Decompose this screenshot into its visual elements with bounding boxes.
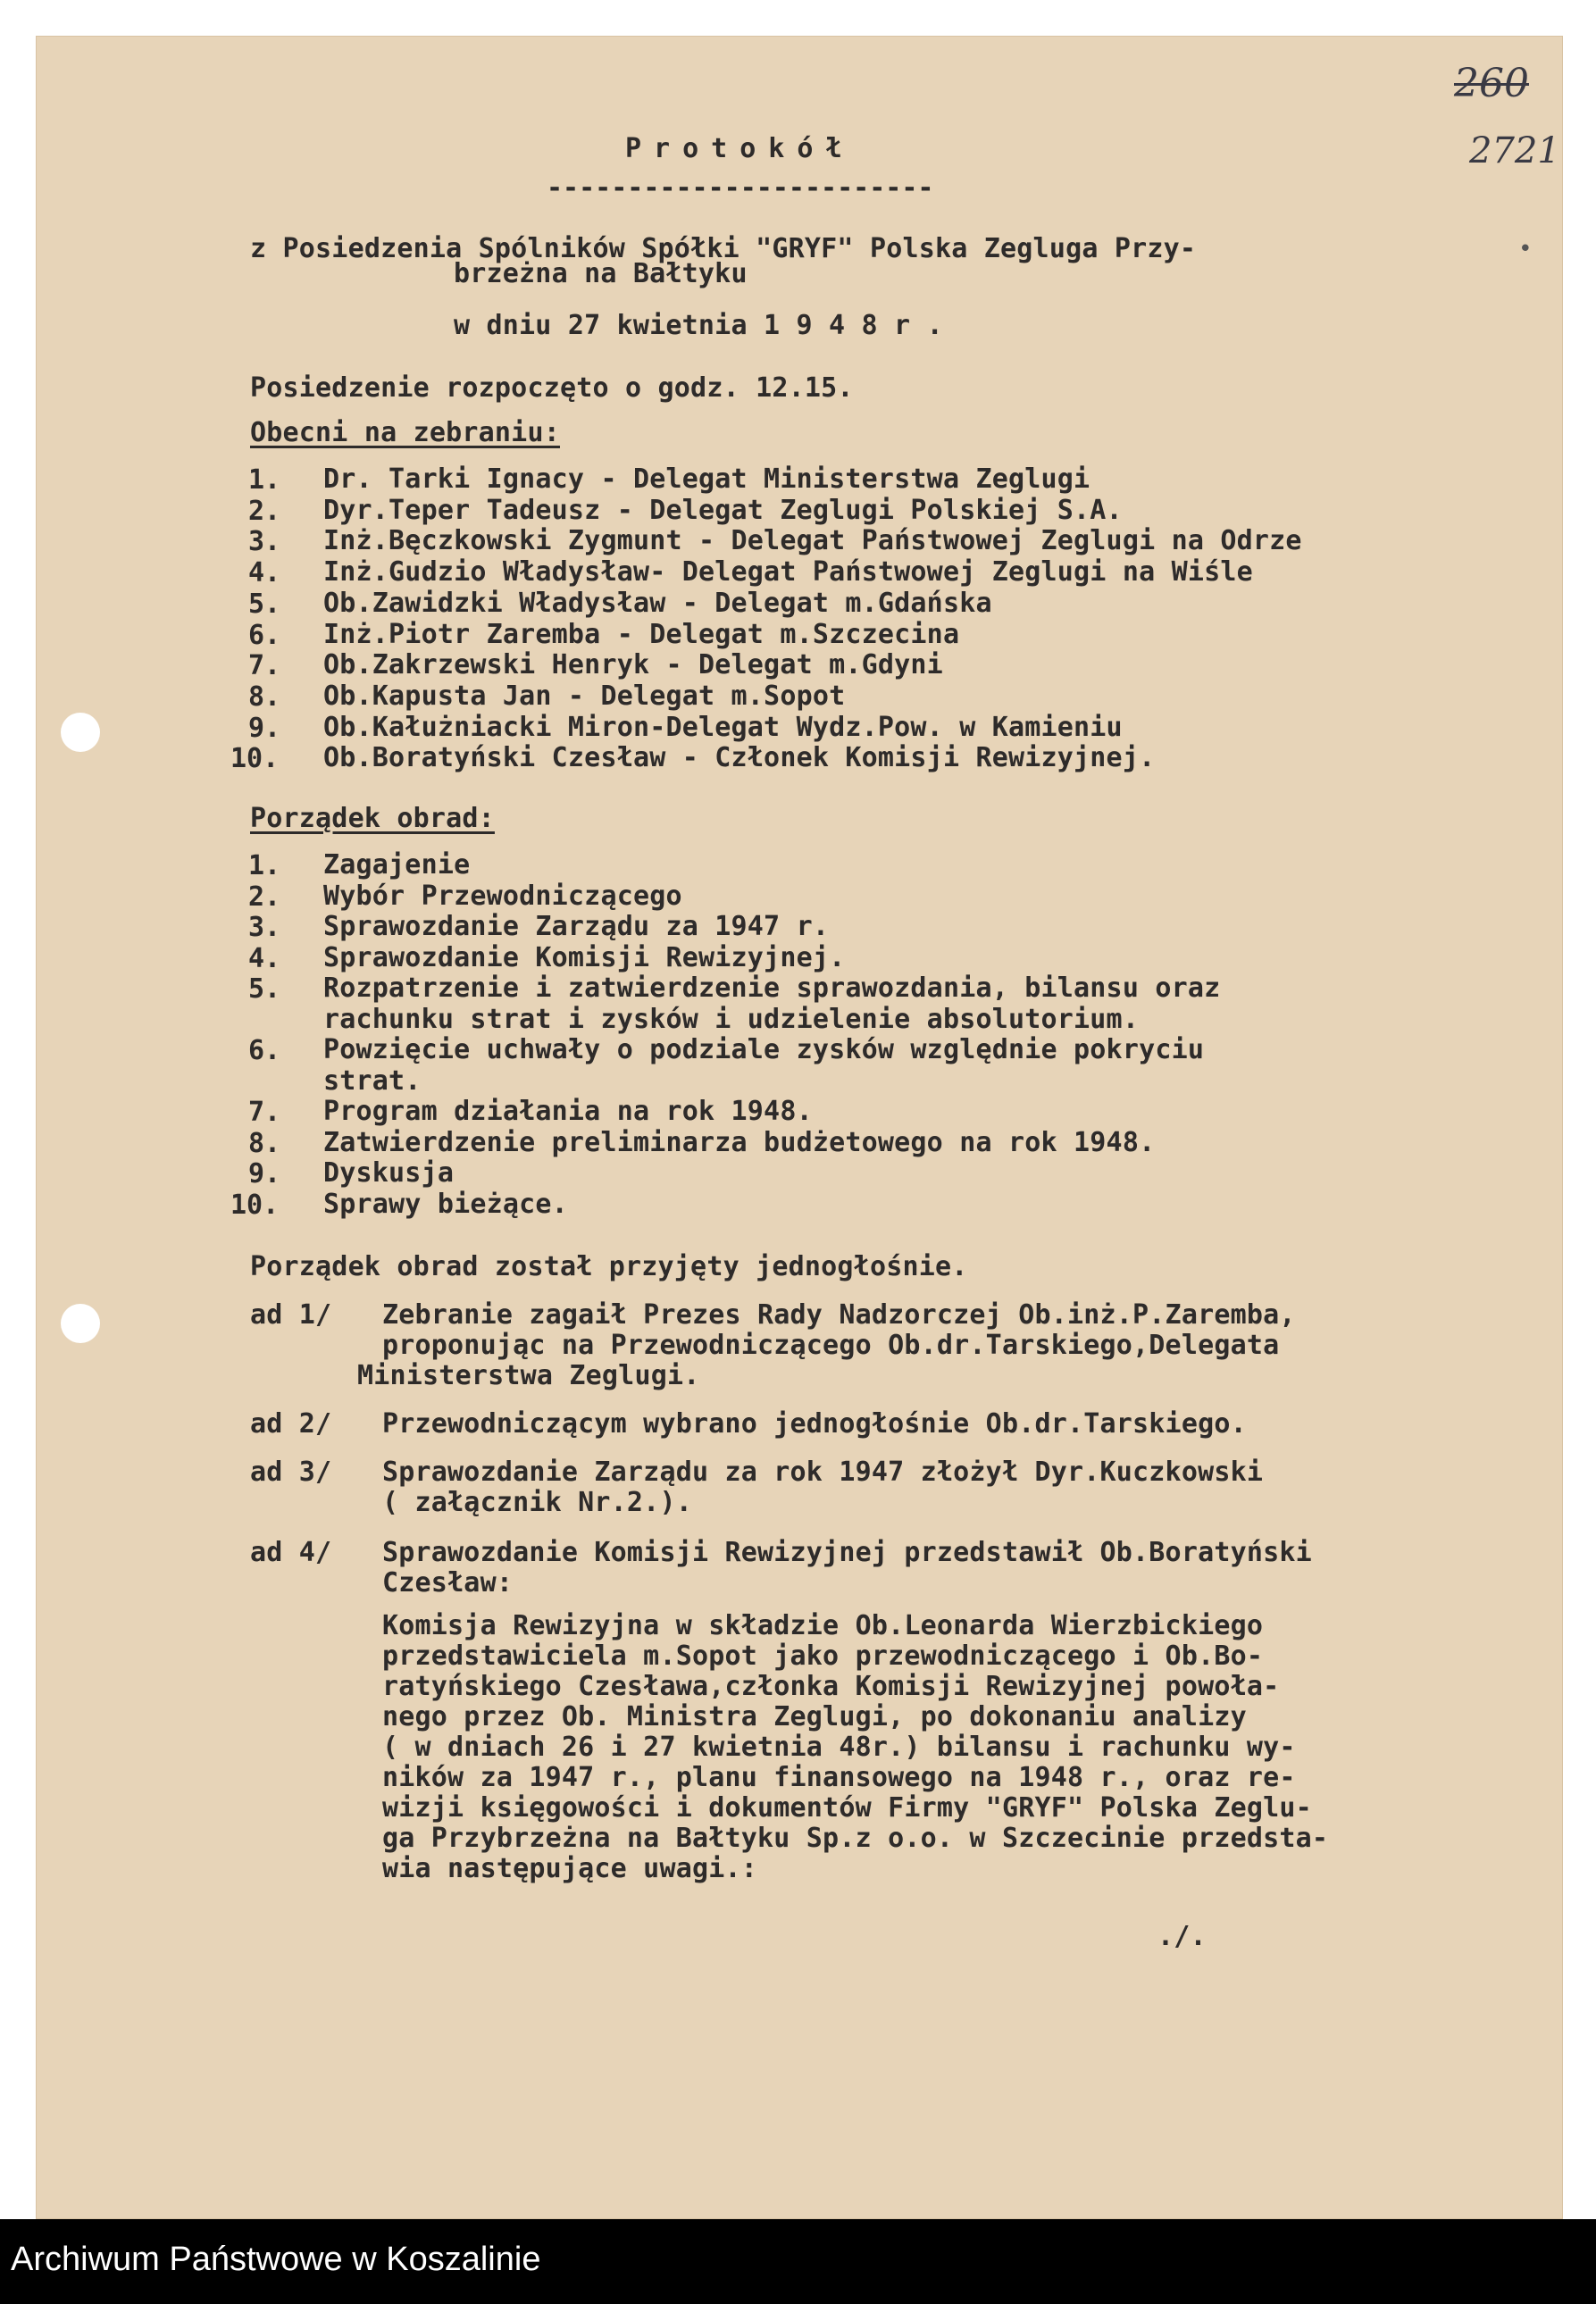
agenda-item-line: Sprawy bieżące. bbox=[323, 1188, 568, 1220]
ad3-line-2: ( załącznik Nr.2.). bbox=[382, 1487, 692, 1518]
agenda-number: 3. bbox=[248, 912, 281, 943]
punch-hole bbox=[61, 1304, 100, 1343]
ad1-line-2: proponując na Przewodniczącego Ob.dr.Tarskiego,Delegata bbox=[382, 1330, 1280, 1361]
agenda-accepted: Porządek obrad został przyjęty jednogłośnie. bbox=[250, 1251, 968, 1282]
ad2-label: ad 2/ bbox=[250, 1408, 332, 1440]
ad1-label: ad 1/ bbox=[250, 1299, 332, 1331]
attendee-entry: Inż.Gudzio Władysław- Delegat Państwowej Zeglugi na Wiśle bbox=[323, 556, 1253, 589]
agenda-item-line: Zagajenie bbox=[323, 849, 471, 881]
subtitle-line-1: z Posiedzenia Spólników Spółki "GRYF" Polska Zegluga Przy- bbox=[250, 233, 1197, 264]
attendee-entry: Ob.Boratyński Czesław - Członek Komisji Rewizyjnej. bbox=[323, 742, 1156, 774]
attendee-entry: Inż.Bęczkowski Zygmunt - Delegat Państwowej Zeglugi na Odrze bbox=[323, 525, 1302, 557]
commission-line: wizji księgowości i dokumentów Firmy "GRYF" Polska Zeglu- bbox=[382, 1792, 1312, 1824]
commission-line: ga Przybrzeżna na Bałtyku Sp.z o.o. w Szczecinie przedsta- bbox=[382, 1823, 1329, 1854]
ad3-line-1: Sprawozdanie Zarządu za rok 1947 złożył Dyr.Kuczkowski bbox=[382, 1457, 1264, 1488]
agenda-number: 2. bbox=[248, 881, 281, 913]
ad1-continuation: Ministerstwa Zeglugi. bbox=[357, 1360, 700, 1391]
ad3-label: ad 3/ bbox=[250, 1457, 332, 1488]
agenda-item-line: Sprawozdanie Zarządu za 1947 r. bbox=[323, 911, 830, 942]
attendee-entry: Dyr.Teper Tadeusz - Delegat Zeglugi Polskiej S.A. bbox=[323, 494, 1123, 526]
commission-line: wia następujące uwagi.: bbox=[382, 1853, 758, 1884]
attendee-number: 5. bbox=[248, 588, 281, 620]
attendee-entry: Ob.Kałużniacki Miron-Delegat Wydz.Pow. w Kamieniu bbox=[323, 711, 1123, 743]
attendee-number: 6. bbox=[248, 619, 281, 651]
attendee-number: 9. bbox=[248, 712, 281, 744]
commission-line: ( w dniach 26 i 27 kwietnia 48r.) bilansu i rachunku wy- bbox=[382, 1732, 1296, 1763]
commission-line: ników za 1947 r., planu finansowego na 1948 r., oraz re- bbox=[382, 1762, 1296, 1793]
agenda-number: 8. bbox=[248, 1127, 281, 1159]
attendees-heading: Obecni na zebraniu: bbox=[250, 417, 560, 448]
ad2-text: Przewodniczącym wybrano jednogłośnie Ob.dr.Tarskiego. bbox=[382, 1408, 1247, 1440]
agenda-item-line: rachunku strat i zysków i udzielenie absolutorium. bbox=[323, 1003, 1140, 1035]
attendee-entry: Ob.Zakrzewski Henryk - Delegat m.Gdyni bbox=[323, 649, 943, 681]
commission-line: Komisja Rewizyjna w składzie Ob.Leonarda Wierzbickiego bbox=[382, 1610, 1264, 1641]
agenda-heading: Porządek obrad: bbox=[250, 803, 495, 834]
agenda-item-line: Wybór Przewodniczącego bbox=[323, 880, 682, 912]
paper-mark: • bbox=[1518, 236, 1533, 263]
archive-name: Archiwum Państwowe w Koszalinie bbox=[11, 2241, 541, 2278]
attendee-number: 2. bbox=[248, 495, 281, 527]
commission-line: nego przez Ob. Ministra Zeglugi, po dokonaniu analizy bbox=[382, 1701, 1247, 1732]
attendee-number: 7. bbox=[248, 650, 281, 682]
attendee-entry: Ob.Zawidzki Władysław - Delegat m.Gdańska bbox=[323, 587, 992, 619]
title-rule: ------------------------ bbox=[547, 172, 934, 204]
meeting-date: w dniu 27 kwietnia 1 9 4 8 r . bbox=[454, 310, 943, 341]
agenda-number: 6. bbox=[248, 1035, 281, 1066]
agenda-number: 10. bbox=[230, 1189, 280, 1221]
agenda-number: 1. bbox=[248, 850, 281, 881]
ad4-line-1: Sprawozdanie Komisji Rewizyjnej przedstawił Ob.Boratyński bbox=[382, 1537, 1312, 1568]
agenda-item-line: Powzięcie uchwały o podziale zysków względnie pokryciu bbox=[323, 1034, 1205, 1065]
ad4-line-2: Czesław: bbox=[382, 1567, 514, 1599]
document-title: Protokół bbox=[625, 133, 855, 164]
subtitle-line-2: brzeżna na Bałtyku bbox=[454, 258, 748, 289]
page-number: 2721 bbox=[1469, 130, 1560, 171]
attendee-number: 3. bbox=[248, 526, 281, 558]
attendee-number: 1. bbox=[248, 464, 281, 496]
ad1-line-1: Zebranie zagaił Prezes Rady Nadzorczej Ob.inż.P.Zaremba, bbox=[382, 1299, 1296, 1331]
agenda-item-line: strat. bbox=[323, 1064, 422, 1097]
agenda-item-line: Dyskusja bbox=[323, 1157, 455, 1189]
agenda-item-line: Program działania na rok 1948. bbox=[323, 1096, 813, 1127]
page-number-struck: 260 bbox=[1454, 61, 1529, 106]
commission-line: przedstawiciela m.Sopot jako przewodniczącego i Ob.Bo- bbox=[382, 1640, 1264, 1672]
continuation-mark: ./. bbox=[1157, 1921, 1207, 1952]
commission-line: ratyńskiego Czesława,członka Komisji Rewizyjnej powoła- bbox=[382, 1671, 1280, 1702]
attendee-entry: Inż.Piotr Zaremba - Delegat m.Szczecina bbox=[323, 618, 960, 650]
attendee-number: 10. bbox=[230, 743, 280, 775]
agenda-number: 5. bbox=[248, 973, 281, 1005]
attendee-entry: Dr. Tarki Ignacy - Delegat Ministerstwa Zeglugi bbox=[323, 463, 1090, 495]
agenda-number: 9. bbox=[248, 1158, 281, 1190]
attendee-number: 8. bbox=[248, 680, 281, 713]
attendee-entry: Ob.Kapusta Jan - Delegat m.Sopot bbox=[323, 680, 846, 712]
agenda-item-line: Zatwierdzenie preliminarza budżetowego na rok 1948. bbox=[323, 1126, 1156, 1158]
agenda-item-line: Sprawozdanie Komisji Rewizyjnej. bbox=[323, 941, 846, 973]
archive-footer bbox=[0, 2219, 1596, 2304]
agenda-number: 7. bbox=[248, 1097, 281, 1128]
punch-hole bbox=[61, 713, 100, 752]
ad4-label: ad 4/ bbox=[250, 1537, 332, 1568]
agenda-number: 4. bbox=[248, 942, 281, 974]
agenda-item-line: Rozpatrzenie i zatwierdzenie sprawozdania, bilansu oraz bbox=[323, 973, 1221, 1004]
start-time: Posiedzenie rozpoczęto o godz. 12.15. bbox=[250, 372, 854, 404]
attendee-number: 4. bbox=[248, 557, 281, 589]
